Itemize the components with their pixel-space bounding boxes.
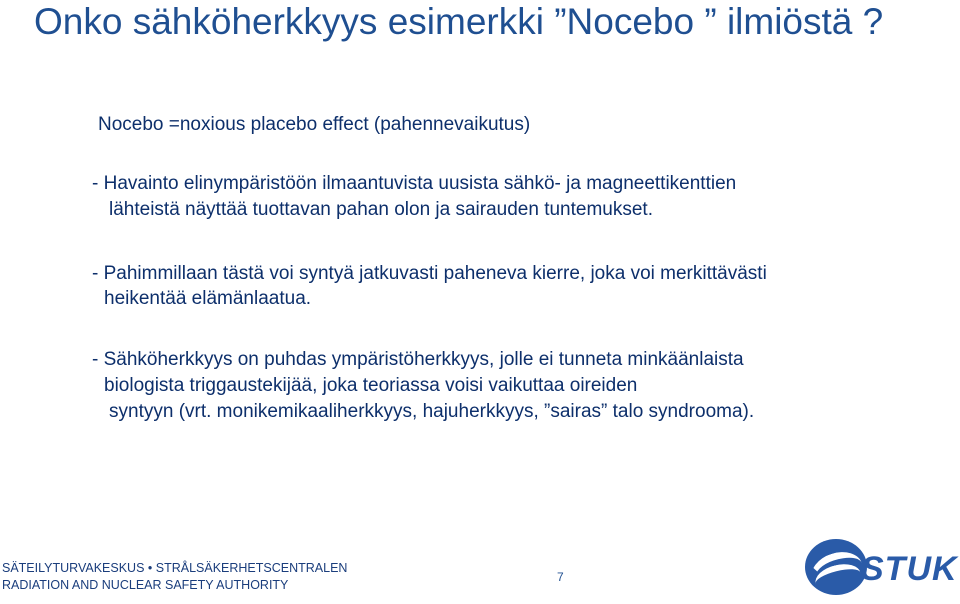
page-number: 7 <box>557 570 564 584</box>
footer-org-name-english: RADIATION AND NUCLEAR SAFETY AUTHORITY <box>2 578 289 592</box>
body-line-sensitivity-cont: biologista triggaustekijää, joka teoriassa voisi vaikuttaa oireiden <box>104 375 638 396</box>
body-line-nocebo-definition: Nocebo =noxious placebo effect (pahennevaikutus) <box>98 114 531 135</box>
stuk-logo-icon <box>805 535 958 601</box>
logo-emblem <box>805 539 867 595</box>
slide-title: Onko sähköherkkyys esimerkki ”Nocebo ” ilmiöstä ? <box>34 1 884 42</box>
body-line-observation: - Havainto elinympäristöön ilmaantuvista uusista sähkö- ja magneettikenttien <box>92 173 737 194</box>
body-line-observation-cont: lähteistä näyttää tuottavan pahan olon ja sairauden tuntemukset. <box>109 199 653 220</box>
body-line-sensitivity: - Sähköherkkyys on puhdas ympäristöherkkyys, jolle ei tunneta minkäänlaista <box>92 349 744 370</box>
body-line-sensitivity-cont2: syntyyn (vrt. monikemikaaliherkkyys, hajuherkkyys, ”sairas” talo syndrooma). <box>109 401 755 422</box>
body-line-worst-case-cont: heikentää elämänlaatua. <box>104 288 312 309</box>
footer-org-name: SÄTEILYTURVAKESKUS • STRÅLSÄKERHETSCENTRALEN <box>2 561 348 575</box>
body-line-worst-case: - Pahimmillaan tästä voi syntyä jatkuvasti paheneva kierre, joka voi merkittävästi <box>92 263 767 284</box>
logo-text: STUK <box>861 550 958 588</box>
